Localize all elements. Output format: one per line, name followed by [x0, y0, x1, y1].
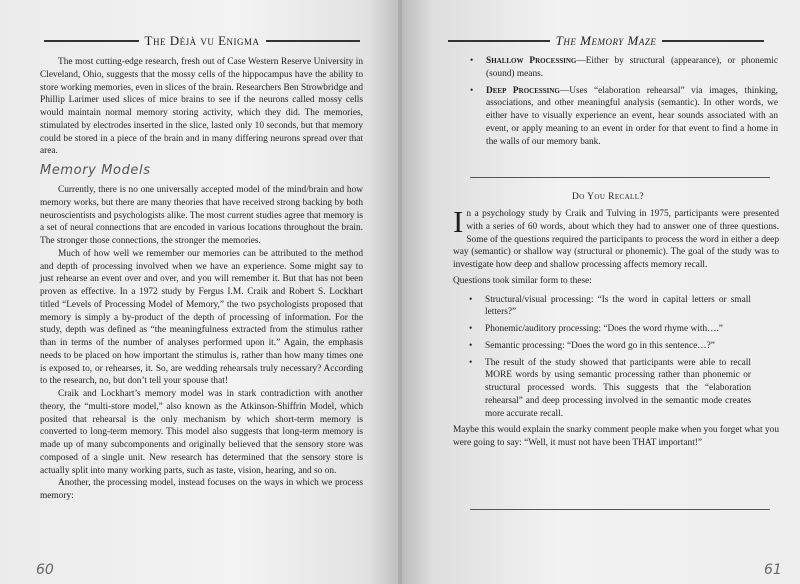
sidebar-title: Do You Recall? [572, 192, 644, 202]
drop-cap: I [453, 204, 464, 239]
left-header-title: The Déjà vu Enigma [144, 33, 260, 48]
left-page-number: 60 [36, 562, 54, 578]
section-heading-memory-models: Memory Models [40, 163, 151, 178]
bullet-shallow-processing [466, 55, 778, 81]
sidebar-item-structural: • Structural/visual processing: “Is the word in capital letters or small letters?” [465, 294, 751, 320]
left-running-header [44, 33, 360, 49]
sidebar-intro [453, 204, 779, 272]
term-deep-processing: Deep Processing [486, 85, 560, 96]
left-body-block [40, 184, 363, 503]
left-intro-paragraph-block [40, 56, 363, 158]
sidebar-question-list [453, 294, 779, 421]
book-gutter [398, 0, 402, 584]
term-shallow-processing: Shallow Processing [486, 56, 577, 66]
header-rule-right [266, 40, 361, 42]
header-rule-right [662, 40, 764, 42]
sidebar-intro-text: n a psychology study by Craik and Tulving in 1975, participants were presented with a series of 60 words, about which they had to answer one of three questions. Some of the questions required the participants to process the word in either a deep way (semantic) or shallow way (structural or phonemic). The goal of the study was to investigate how deep and shallow processing affects memory recall. [453, 209, 779, 270]
left-paragraph-2: Currently, there is no one universally accepted model of the mind/brain and how memory works, but there are many theories that have received strong backing by both neuroscientists and psychologists alike. The most current studies agree that memory is a set of neural connections that are encoded in various locations throughout the brain. The stronger those connections, the stronger the memories. [40, 185, 363, 246]
right-page-number: 61 [764, 562, 782, 578]
right-header-title: The Memory Maze [555, 33, 657, 48]
left-paragraph-1: The most cutting-edge research, fresh out of Case Western Reserve University in Cleveland, Ohio, suggests that the mossy cells of the hippocampus have the ability to store working memories, even in slices of the brain. Researchers Ben Strowbridge and Phillip Larimer used slices of mice brains to see if the neurons called mossy cells would maintain normal memory storing activity, which they did. The memories, stimulated by electrodes inserted in the slice, lasted only 10 seconds, but that memory could be stored in a piece of the brain and in many differing neurons spread over that area. [40, 57, 363, 157]
bullet-deep-text: —Uses “elaboration rehearsal” via images, thinking, associations, and other meaningful analysis (semantic). In other words, we either have to visually experience an event, hear sounds associated with an event, or apply meaning to an event in order for that event to find a home in the walls of our memory bank. [486, 85, 779, 147]
sidebar-item-semantic: • Semantic processing: “Does the word go in this sentence…?” [465, 340, 751, 353]
sidebar-closing: Maybe this would explain the snarky comment people make when you forget what you were going to say: “Well, it must not have been THAT important!” [453, 425, 779, 448]
bullet-shallow-text: —Either by structural (appearance), or phonemic (sound) means. [486, 56, 778, 79]
sidebar-item-phonemic: • Phonemic/auditory processing: “Does the word rhyme with….” [465, 323, 751, 336]
right-running-header [448, 33, 764, 49]
header-rule-left [44, 40, 139, 42]
sidebar-bottom-rule [470, 509, 770, 510]
sidebar-top-rule [470, 177, 770, 178]
left-paragraph-3: Much of how well we remember our memories can be attributed to the method and depth of processing involved when we have an experience. Some might say to just rehearse an event over and over, and you will remember it. But that has not been proven as effective. In a 1972 study by Fergus I.M. Craik and Robert S. Lockhart titled “Levels of Processing Model of Memory,” the two psychologists proposed that memory is simply a by-product of the depth of processing of information. For the study, depth was defined as “the meaningfulness extracted from the stimulus rather than in terms of the number of analyses performed upon it.” Again, the emphasis needs to be placed on how important the stimulus is, rather than how many times one is exposed to, or rehearses, it. So, are wedding rehearsals truly necessary? According to the research, no, but don’t tell your spouse that! [40, 248, 363, 387]
left-paragraph-4: Craik and Lockhart’s memory model was in stark contradiction with another theory, the “multi-store model,” also known as the Atkinson-Shiffrin Model, which posited that rehearsal is the only mechanism by which short-term memory is converted to long-term memory. This model also suggests that long-term memory is made up of many subcomponents and originally believed that the sensory store was composed of a single unit. New research has determined that the sensory store is actually split into many working parts, such as taste, vision, hearing, and so on. [40, 389, 363, 476]
header-rule-left [448, 40, 550, 42]
left-paragraph-5: Another, the processing model, instead focuses on the ways in which we process memory: [40, 478, 363, 501]
processing-bullets [466, 55, 778, 152]
bullet-deep-processing [466, 85, 778, 149]
sidebar-lead-in: Questions took similar form to these: [453, 275, 592, 286]
sidebar-item-result: • The result of the study showed that participants were able to recall MORE words by using semantic processing rather than phonemic or structural processed words. This suggests that the “elaboration rehearsal” and deep processing involved in the semantic mode creates more accurate recall. [465, 357, 751, 421]
sidebar-body [453, 204, 779, 450]
